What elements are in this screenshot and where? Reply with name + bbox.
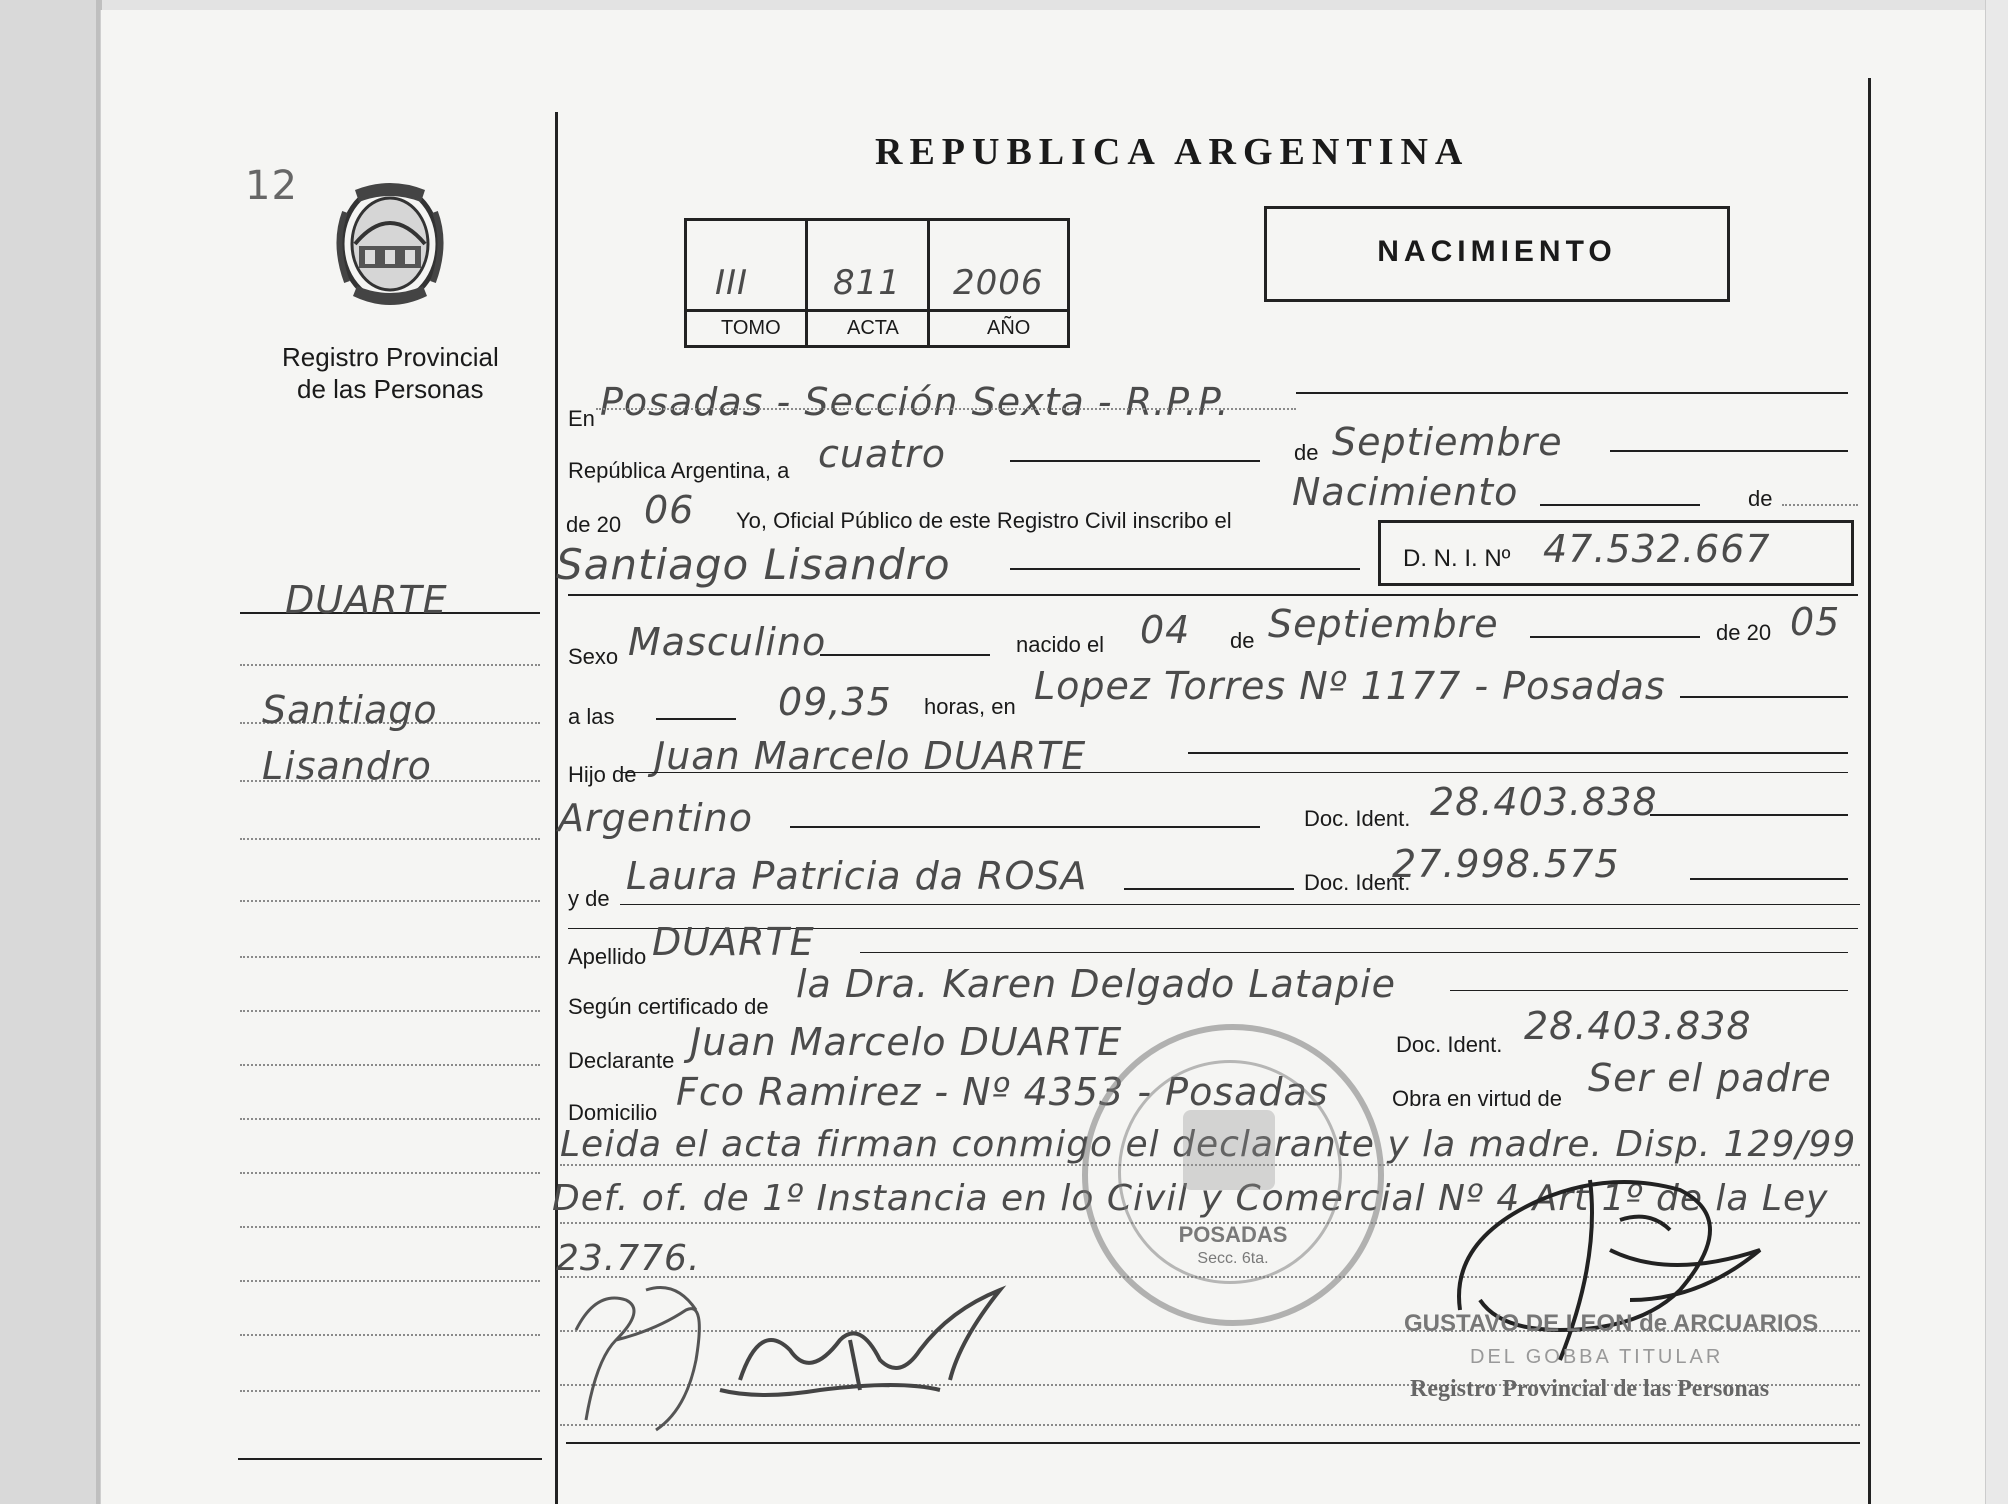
note-line-2: Def. of. de 1º Instancia en lo Civil y Comercial Nº 4 Art 1º de la Ley (552, 1178, 1829, 1219)
label-apellido: Apellido (568, 944, 647, 969)
field-madre: Laura Patricia da ROSA (626, 854, 1088, 898)
field-lugar: Posadas - Sección Sexta - R.P.P. (600, 380, 1230, 424)
fill-line (1530, 636, 1700, 638)
stamp-text: POSADAS (1178, 1222, 1288, 1247)
province-seal-icon (325, 172, 455, 320)
field-nacido-anio: 05 (1790, 600, 1841, 644)
section-rule (568, 594, 1858, 596)
margin-line (240, 1172, 540, 1174)
field-dni: 47.532.667 (1543, 527, 1771, 571)
label-doc-declarante: Doc. Ident. (1396, 1032, 1503, 1057)
fill-line (1296, 392, 1848, 394)
fill-line (1010, 568, 1360, 570)
field-declarante: Juan Marcelo DUARTE (690, 1020, 1123, 1064)
label-a-las: a las (568, 704, 615, 729)
field-nacido-mes: Septiembre (1268, 602, 1499, 646)
label-nacido: nacido el (1016, 632, 1105, 657)
field-padre-doc: 28.403.838 (1430, 780, 1658, 824)
field-hora: 09,35 (778, 680, 892, 724)
fill-line (820, 654, 990, 656)
label-yo: Yo, Oficial Público de este Registro Civil inscribo el (736, 508, 1232, 533)
field-anio: 06 (644, 488, 695, 532)
fill-line (620, 772, 1848, 773)
fill-line (860, 952, 1848, 953)
label-declarante: Declarante (568, 1048, 675, 1073)
fill-line (1188, 752, 1848, 754)
fill-line (1680, 696, 1848, 698)
label-de20-nacido: de 20 (1716, 620, 1772, 645)
field-domicilio: Fco Ramirez - Nº 4353 - Posadas (676, 1070, 1329, 1114)
field-apellido: DUARTE (652, 920, 815, 964)
folder-edge (0, 0, 100, 1504)
dni-box (1378, 520, 1854, 586)
label-doc-padre: Doc. Ident. (1304, 806, 1411, 831)
field-lugar-nac: Lopez Torres Nº 1177 - Posadas (1034, 664, 1666, 708)
country-title: REPUBLICA ARGENTINA (875, 131, 1470, 173)
dotted-line (596, 408, 1296, 410)
label-sexo: Sexo (568, 644, 619, 669)
field-sexo: Masculino (628, 620, 827, 664)
margin-line (240, 1064, 540, 1066)
fill-line (656, 718, 736, 720)
field-madre-doc: 27.998.575 (1392, 842, 1620, 886)
label-doc-madre: Doc. Ident. (1304, 870, 1411, 895)
table-col-divider (927, 221, 930, 345)
field-nacido-dia: 04 (1140, 608, 1191, 652)
label-domicilio: Domicilio (568, 1100, 658, 1125)
fill-line (1690, 878, 1848, 880)
field-nombre: Santiago Lisandro (556, 540, 951, 589)
margin-line (240, 838, 540, 840)
margin-line (240, 900, 540, 902)
registry-name-line1: Registro Provincial (282, 342, 499, 372)
fill-line (1124, 888, 1294, 890)
fill-line (1540, 504, 1700, 506)
fill-line (790, 826, 1260, 828)
margin-name-2: Lisandro (262, 744, 432, 788)
official-stamp-line1: GUSTAVO DE LEON de ARCUARIOS (1404, 1310, 1819, 1337)
label-y-de: y de (568, 886, 610, 911)
tomo-header: TOMO (721, 317, 781, 339)
label-republica: República Argentina, a (568, 458, 790, 483)
registry-stamp (1082, 1024, 1384, 1326)
table-col-divider (805, 221, 808, 345)
margin-line (238, 1458, 542, 1460)
field-certificado: la Dra. Karen Delgado Latapie (796, 962, 1397, 1006)
margin-line (240, 1118, 540, 1120)
field-nacionalidad: Argentino (558, 796, 753, 840)
margin-line (240, 664, 540, 666)
fill-line (1450, 990, 1848, 991)
label-de-nacido: de (1230, 628, 1255, 653)
margin-line (240, 1226, 540, 1228)
label-de20: de 20 (566, 512, 622, 537)
field-virtud: Ser el padre (1588, 1056, 1832, 1100)
label-hijo: Hijo de (568, 762, 637, 787)
dotted-line (1782, 504, 1858, 506)
label-horas: horas, en (924, 694, 1016, 719)
fill-line (1650, 814, 1848, 816)
field-dia-letras: cuatro (818, 432, 947, 476)
field-declarante-doc: 28.403.838 (1524, 1004, 1752, 1048)
margin-line (240, 956, 540, 958)
record-type: NACIMIENTO (1377, 235, 1617, 268)
label-de-mes: de (1294, 440, 1319, 465)
page-number: 12 (245, 163, 298, 209)
fill-line (1610, 450, 1848, 452)
margin-name-1: Santiago (262, 688, 438, 732)
stamp-emblem-icon (1183, 1110, 1275, 1190)
tomo-value: III (715, 263, 749, 303)
table-row-divider (687, 309, 1067, 312)
note-line-1: Leida el acta firman conmigo el declarante y la madre. Disp. 129/99 (560, 1124, 1857, 1165)
field-padre: Juan Marcelo DUARTE (654, 734, 1087, 778)
label-segun: Según certificado de (568, 994, 769, 1019)
acta-value: 811 (833, 263, 901, 303)
bottom-rule (566, 1442, 1860, 1444)
label-obra: Obra en virtud de (1392, 1086, 1562, 1111)
margin-surname: DUARTE (285, 578, 448, 622)
official-stamp-line2: DEL GOBBA TITULAR (1470, 1346, 1724, 1368)
field-mes: Septiembre (1332, 420, 1563, 464)
signature-mother-icon (700, 1280, 1040, 1420)
anio-value: 2006 (953, 263, 1044, 303)
record-type-box (1264, 206, 1730, 302)
acta-header: ACTA (847, 317, 899, 339)
registry-name-line2: de las Personas (297, 374, 484, 404)
margin-line (240, 1334, 540, 1336)
note-line-3: 23.776. (556, 1238, 701, 1279)
fill-line (620, 904, 1860, 905)
label-dni: D. N. I. Nº (1403, 545, 1511, 572)
label-en: En (568, 406, 595, 431)
stamp-subtext: Secc. 6ta. (1197, 1250, 1269, 1267)
anio-header: AÑO (987, 317, 1031, 339)
reference-table (684, 218, 1070, 348)
fill-line (1010, 460, 1260, 462)
margin-line (240, 1010, 540, 1012)
margin-line (240, 1390, 540, 1392)
field-acto: Nacimiento (1292, 470, 1519, 514)
official-stamp-line3: Registro Provincial de las Personas (1410, 1376, 1770, 1402)
margin-line (240, 1280, 540, 1282)
label-de-final: de (1748, 486, 1773, 511)
page-edge-right (1985, 0, 2008, 1504)
right-border (1868, 78, 1871, 1504)
